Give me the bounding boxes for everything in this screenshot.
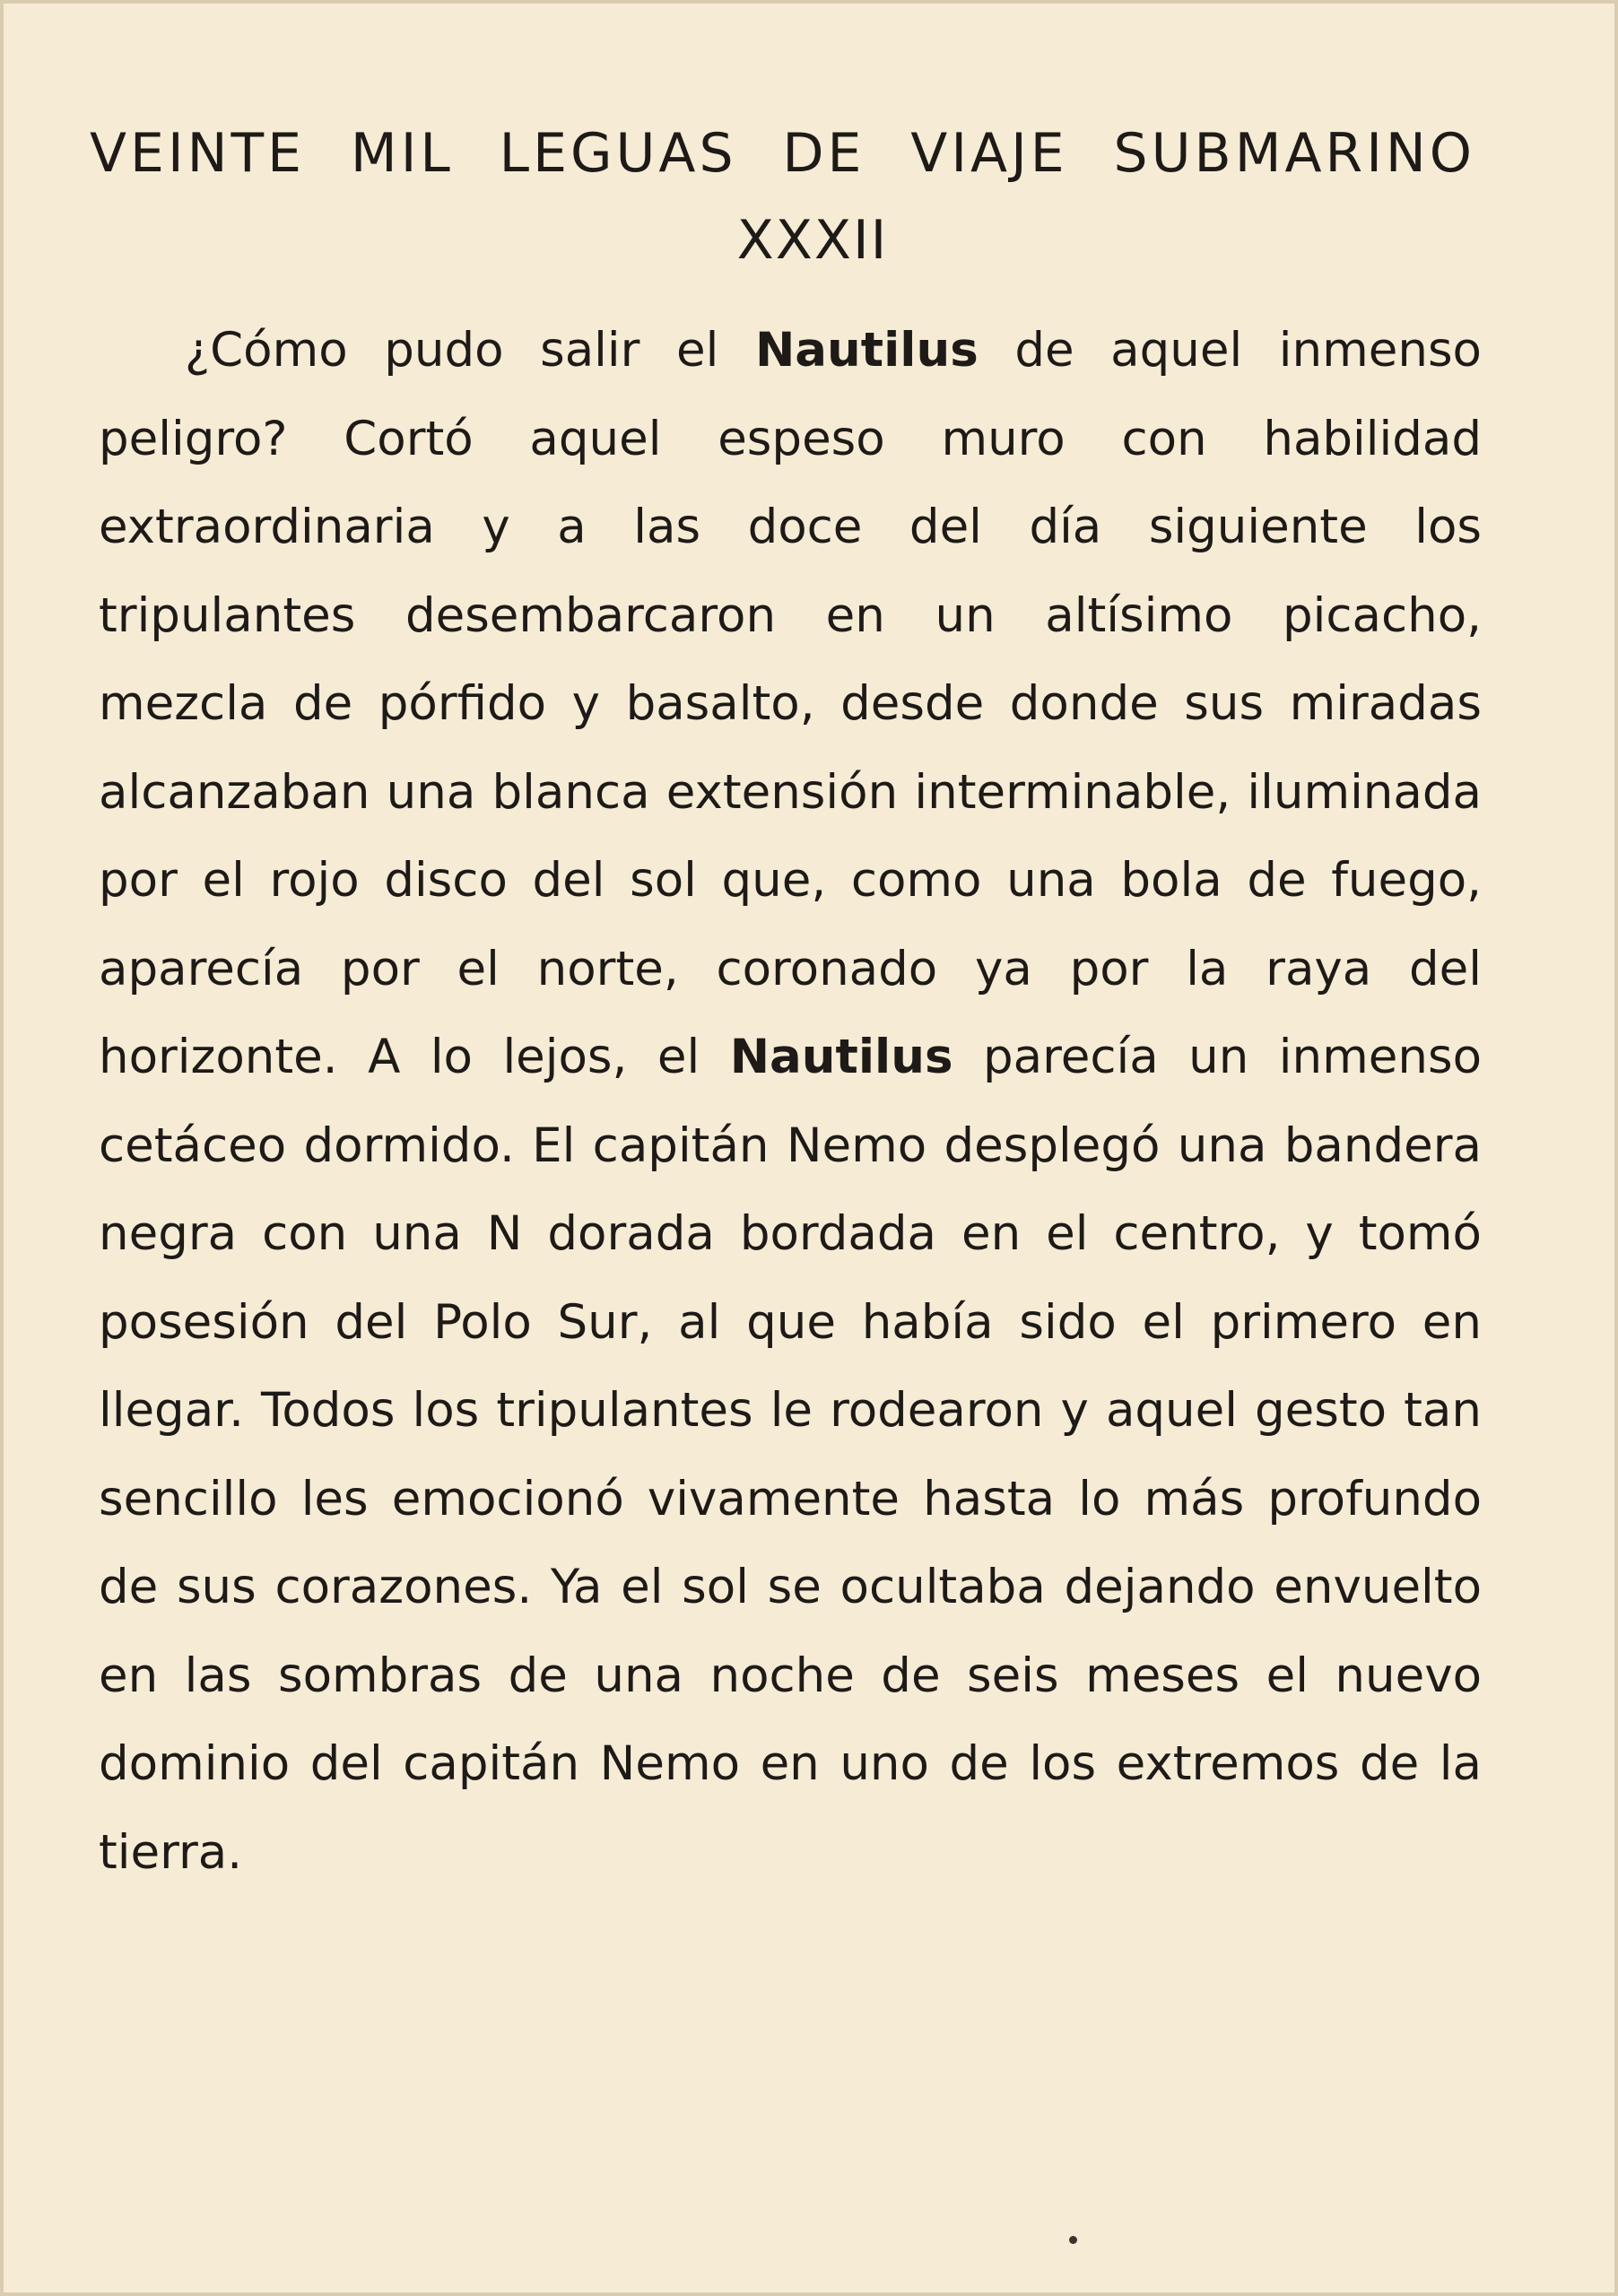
ship-name-2: Nautilus	[729, 1030, 953, 1084]
paragraph-text-3: parecía un inmenso cetáceo dormido. El capitán Nemo desplegó una bandera negra con una N dorada bordada en el centro, y tomó posesión del Polo Sur, al que había sido el primero en llegar. Todos los tripulantes le rodearon y aquel gesto tan sencillo les emocionó vivamente hasta lo más profundo de sus corazones. Ya el sol se ocultaba dejando envuelto en las sombras de una noche de seis meses el nuevo dominio del capitán Nemo en uno de los extremos de la tierra.	[99, 1030, 1482, 1880]
ship-name-1: Nautilus	[754, 323, 979, 378]
book-title: VEINTE MIL LEGUAS DE VIAJE SUBMARINO	[90, 122, 1475, 185]
ink-speck	[1069, 2236, 1077, 2244]
paragraph-text-2: de aquel inmenso peligro? Cortó aquel espeso muro con habilidad extraordinaria y a las doce del día siguiente los tripulantes desembarcaron en un altísimo picacho, mezcla de pórfido y basalto, desde donde sus miradas alcanzaban una blanca extensión interminable, iluminada por el rojo disco del sol que, como una bola de fuego, aparecía por el norte, coronado ya por la raya del horizonte. A lo lejos, el	[99, 323, 1482, 1084]
story-paragraph	[99, 307, 1482, 1897]
paragraph-text-1: ¿Cómo pudo salir el	[185, 323, 755, 378]
chapter-number: XXXII	[736, 209, 889, 272]
